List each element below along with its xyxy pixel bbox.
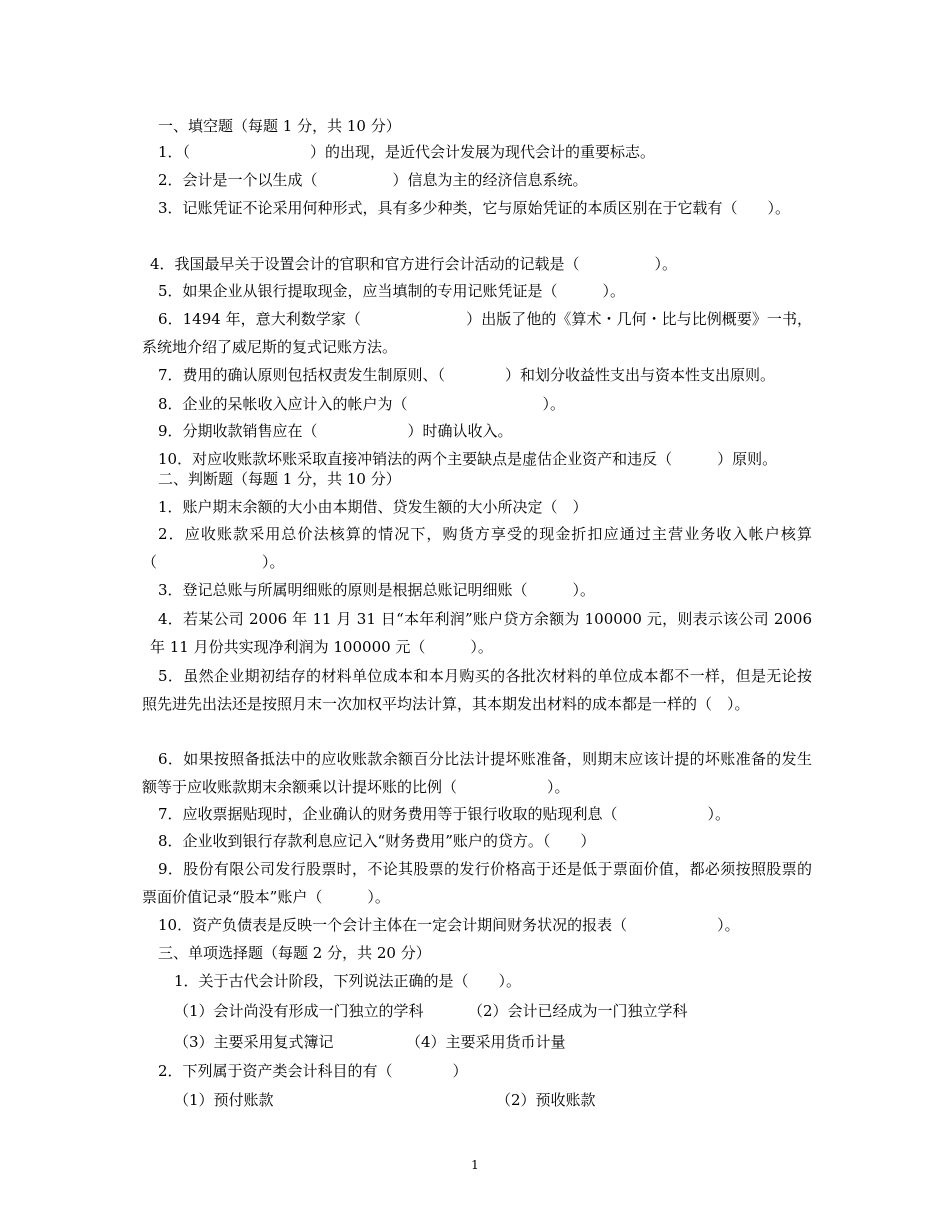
s1-question-6: 6．1494 年，意大利数学家（ ）出版了他的《算术・几何・比与比例概要》一书，系统地介绍了威尼斯的复式记账方法。 <box>142 310 812 356</box>
s3-q1-option-4: （4）主要采用货币计量 <box>406 1033 566 1051</box>
s2-question-10: 10．资产负债表是反映一个会计主体在一定会计期间财务状况的报表（ ）。 <box>158 916 740 934</box>
s1-question-5: 5．如果企业从银行提取现金，应当填制的专用记账凭证是（ ）。 <box>158 282 626 300</box>
s2-question-8: 8．企业收到银行存款利息应记入“财务费用”账户的贷方。（ ） <box>158 832 596 850</box>
s1-question-7: 7．费用的确认原则包括权责发生制原则、（ ）和划分收益性支出与资本性支出原则。 <box>158 366 776 384</box>
s2-question-4: 4．若某公司 2006 年 11 月 31 日“本年利润”账户贷方余额为 100000 元，则表示该公司 2006 年 11 月份共实现净利润为 100000 元（ ）。 <box>150 610 812 656</box>
s1-question-4: 4．我国最早关于设置会计的官职和官方进行会计活动的记载是（ ）。 <box>150 255 678 273</box>
s3-question-1: 1．关于古代会计阶段，下列说法正确的是（ ）。 <box>174 972 522 990</box>
s1-question-8: 8．企业的呆帐收入应计入的帐户为（ ）。 <box>158 395 566 413</box>
s2-question-5: 5．虽然企业期初结存的材料单位成本和本月购买的各批次材料的单位成本都不一样，但是无论按照先进先出法还是按照月末一次加权平均法计算，其本期发出材料的成本都是一样的（ ）。 <box>142 667 812 713</box>
page-number: 1 <box>471 1158 479 1172</box>
s2-question-6: 6．如果按照备抵法中的应收账款余额百分比法计提坏账准备，则期末应该计提的坏账准备的发生额等于应收账款期末余额乘以计提坏账的比例（ ）。 <box>142 750 812 796</box>
s3-question-2: 2．下列属于资产类会计科目的有（ ） <box>158 1062 468 1080</box>
s2-question-2: 2．应收账款采用总价法核算的情况下，购货方享受的现金折扣应通过主营业务收入帐户核算（ ）。 <box>142 525 812 571</box>
s2-question-3: 3．登记总账与所属明细账的原则是根据总账记明细账（ ）。 <box>158 581 596 599</box>
s3-q2-option-1: （1）预付账款 <box>174 1091 274 1109</box>
s2-question-1: 1．账户期末余额的大小由本期借、贷发生额的大小所决定（ ） <box>158 498 588 516</box>
s3-q1-option-2: （2）会计已经成为一门独立学科 <box>468 1002 688 1020</box>
s3-q2-option-2: （2）预收账款 <box>496 1091 596 1109</box>
s1-question-2: 2．会计是一个以生成（ ）信息为主的经济信息系统。 <box>158 171 588 189</box>
s1-question-9: 9．分期收款销售应在（ ）时确认收入。 <box>158 422 513 440</box>
section-1-title: 一、填空题（每题 1 分，共 10 分） <box>158 117 401 135</box>
s1-question-3: 3．记账凭证不论采用何种形式，具有多少种类，它与原始凭证的本质区别在于它载有（ ）。 <box>158 199 791 217</box>
s3-q1-option-3: （3）主要采用复式簿记 <box>174 1033 334 1051</box>
s2-question-7: 7．应收票据贴现时，企业确认的财务费用等于银行收取的贴现利息（ ）。 <box>158 805 731 823</box>
section-2-title: 二、判断题（每题 1 分，共 10 分） <box>158 470 401 488</box>
s3-q1-option-1: （1）会计尚没有形成一门独立的学科 <box>174 1002 424 1020</box>
s2-question-9: 9．股份有限公司发行股票时，不论其股票的发行价格高于还是低于票面价值，都必须按照股票的票面价值记录“股本”账户（ ）。 <box>142 860 812 906</box>
section-3-title: 三、单项选择题（每题 2 分，共 20 分） <box>158 944 431 962</box>
s1-question-1: 1．（ ）的出现，是近代会计发展为现代会计的重要标志。 <box>158 143 656 161</box>
s1-question-10: 10．对应收账款坏账采取直接冲销法的两个主要缺点是虚估企业资产和违反（ ）原则。 <box>158 450 778 468</box>
